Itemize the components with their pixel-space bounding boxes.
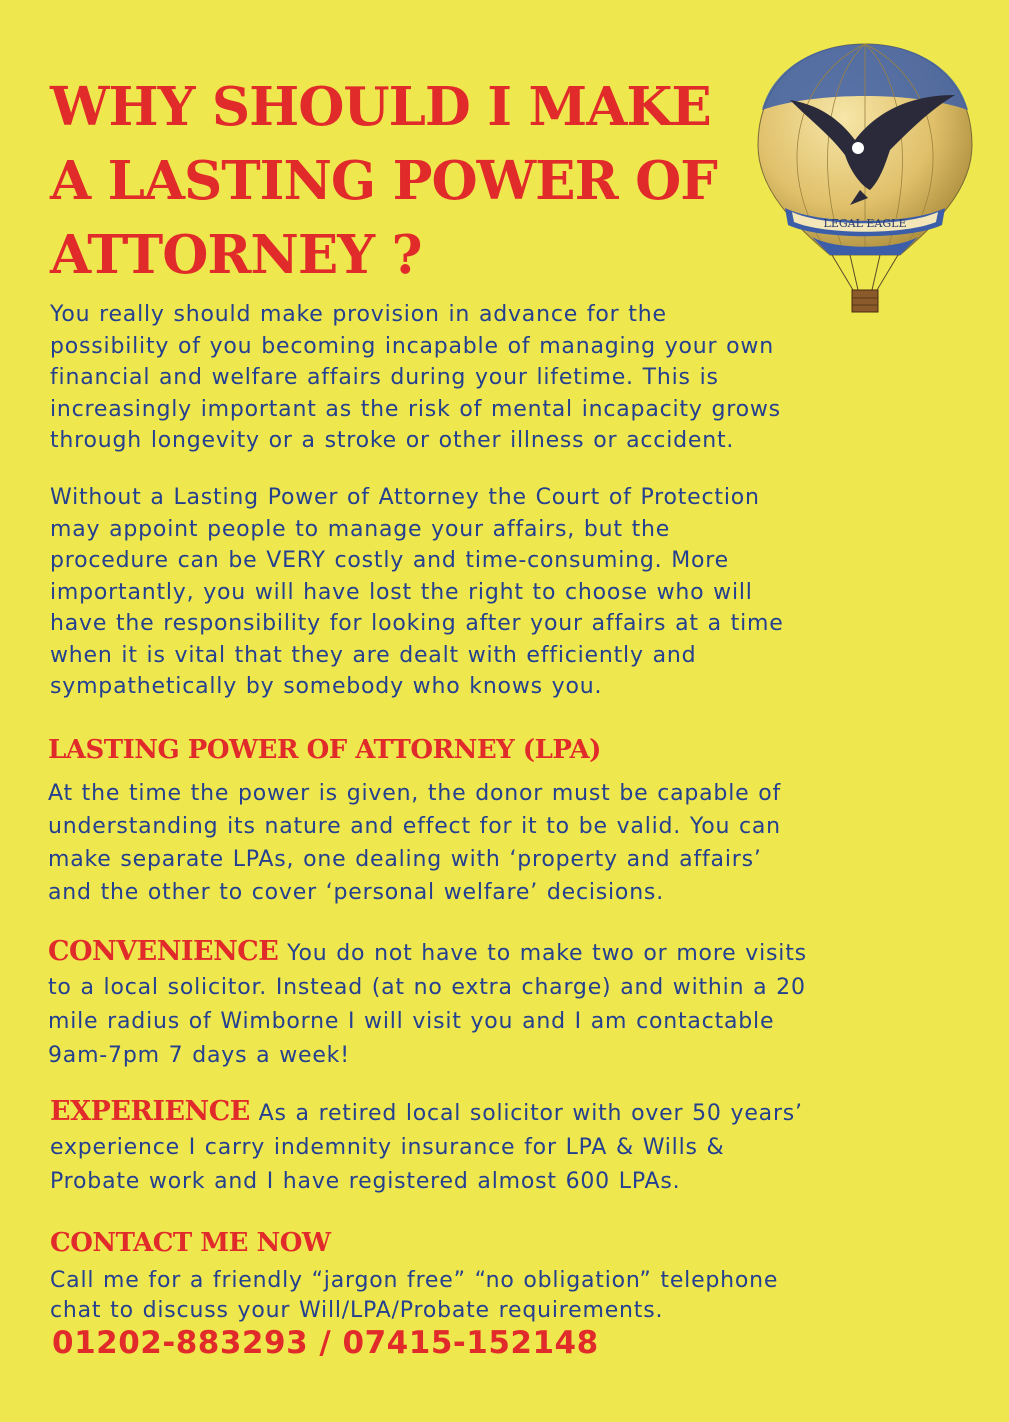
text-line: Call me for a friendly “jargon free” “no obligation” telephone bbox=[50, 1268, 779, 1293]
text-line: make separate LPAs, one dealing with ‘property and affairs’ bbox=[48, 847, 762, 872]
text-line: have the responsibility for looking after your affairs at a time bbox=[50, 611, 784, 636]
phone-numbers: 01202-883293 / 07415-152148 bbox=[52, 1325, 599, 1361]
text-line: mile radius of Wimborne I will visit you and I am contactable bbox=[48, 1009, 775, 1034]
convenience-heading: CONVENIENCE bbox=[48, 936, 279, 967]
text-line: understanding its nature and effect for it to be valid. You can bbox=[48, 814, 781, 839]
text-line: Probate work and I have registered almost 600 LPAs. bbox=[50, 1169, 681, 1194]
text-line: importantly, you will have lost the right to choose who will bbox=[50, 579, 753, 605]
title-line: A LASTING POWER OF bbox=[50, 150, 717, 212]
text-line: sympathetically by somebody who knows you. bbox=[50, 674, 603, 699]
lpa-heading: LASTING POWER OF ATTORNEY (LPA) bbox=[48, 735, 601, 765]
text-line: and the other to cover ‘personal welfare’ decisions. bbox=[48, 880, 664, 905]
hot-air-balloon-illustration bbox=[750, 40, 980, 320]
text-line: financial and welfare affairs during your lifetime. This is bbox=[50, 365, 719, 390]
experience-paragraph bbox=[50, 1095, 803, 1199]
text-line: may appoint people to manage your affairs, but the bbox=[50, 516, 671, 542]
court-paragraph bbox=[50, 482, 784, 703]
text-line: through longevity or a stroke or other illness or accident. bbox=[50, 428, 735, 453]
text-line: You really should make provision in advance for the bbox=[50, 302, 667, 327]
lpa-paragraph bbox=[48, 777, 781, 909]
text-line: procedure can be VERY costly and time-consuming. More bbox=[50, 548, 729, 573]
experience-heading: EXPERIENCE bbox=[50, 1096, 250, 1127]
intro-paragraph bbox=[50, 299, 781, 457]
contact-paragraph bbox=[50, 1266, 778, 1326]
text-line: chat to discuss your Will/LPA/Probate requirements. bbox=[50, 1298, 664, 1323]
convenience-first-line: You do not have to make two or more visits bbox=[278, 941, 807, 966]
contact-heading: CONTACT ME NOW bbox=[50, 1228, 331, 1258]
text-line: when it is vital that they are dealt with efficiently and bbox=[50, 642, 697, 668]
text-line: to a local solicitor. Instead (at no extra charge) and within a 20 bbox=[48, 975, 806, 1000]
text-line: possibility of you becoming incapable of managing your own bbox=[50, 333, 774, 359]
text-line: experience I carry indemnity insurance for LPA & Wills & bbox=[50, 1135, 725, 1160]
experience-first-line: As a retired local solicitor with over 50 years’ bbox=[249, 1101, 803, 1126]
text-line: increasingly important as the risk of mental incapacity grows bbox=[50, 396, 781, 422]
text-line: 9am-7pm 7 days a week! bbox=[48, 1043, 350, 1068]
text-line: At the time the power is given, the donor must be capable of bbox=[48, 781, 782, 806]
balloon-banner-text: LEGAL EAGLE bbox=[823, 217, 907, 230]
page-title bbox=[50, 70, 750, 292]
convenience-paragraph bbox=[48, 935, 807, 1073]
text-line bbox=[48, 935, 807, 971]
title-line: WHY SHOULD I MAKE bbox=[50, 76, 711, 138]
text-line bbox=[50, 1095, 803, 1131]
text-line: Without a Lasting Power of Attorney the Court of Protection bbox=[50, 485, 760, 510]
balloon-basket bbox=[852, 290, 878, 312]
title-line: ATTORNEY ? bbox=[50, 224, 422, 286]
